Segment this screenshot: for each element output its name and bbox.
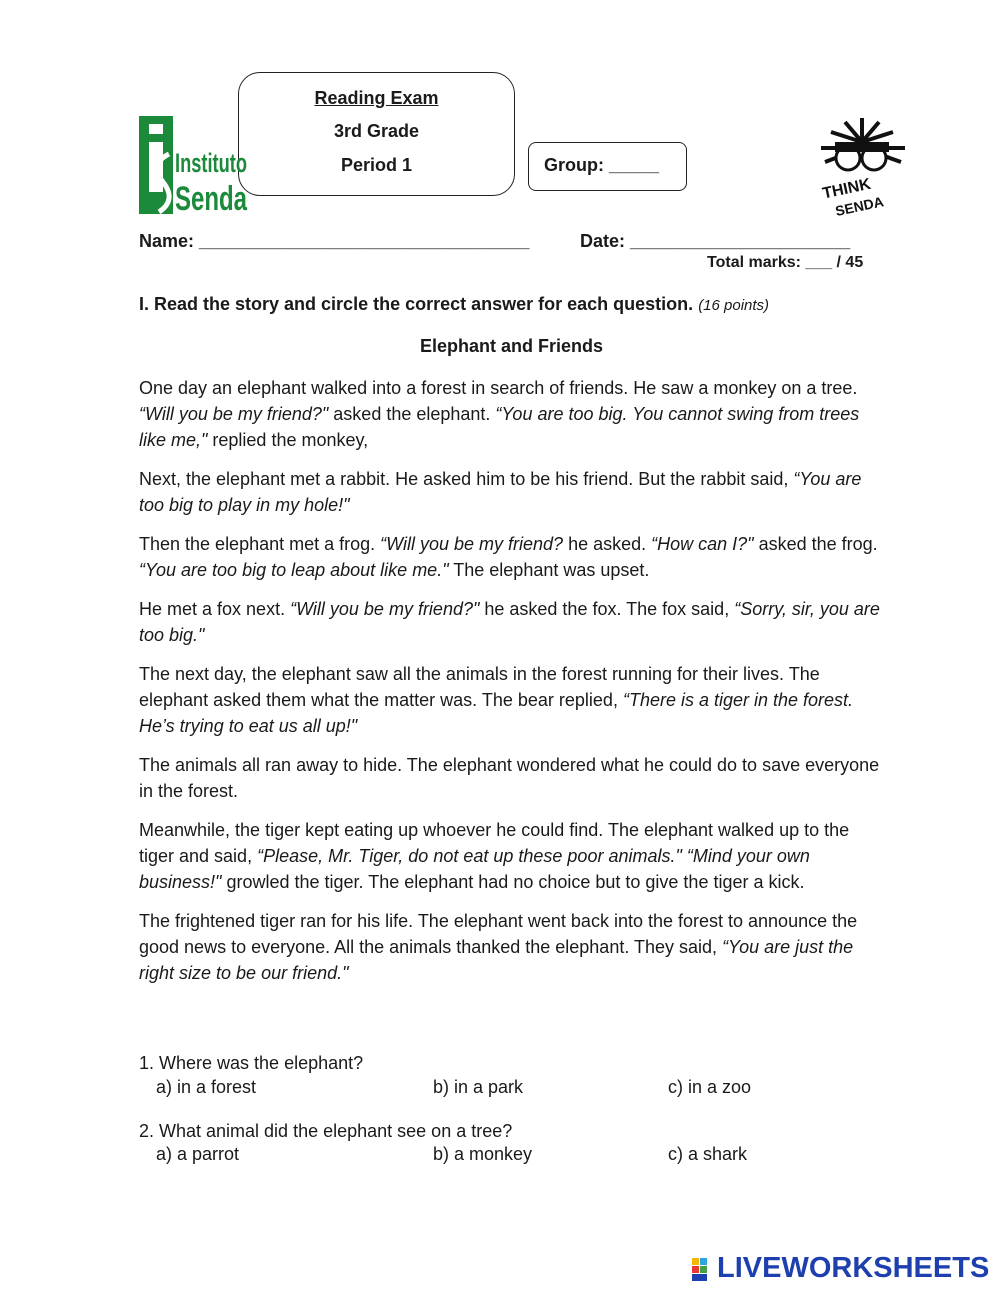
q1-option-a[interactable]: a) in a forest xyxy=(156,1077,257,1097)
logo-text-instituto: Instituto xyxy=(175,148,247,178)
instituto-senda-logo xyxy=(139,114,249,216)
q2-option-c[interactable]: c) a shark xyxy=(668,1144,748,1164)
story-title: Elephant and Friends xyxy=(419,336,604,356)
date-field[interactable]: Date: ______________________ xyxy=(580,231,851,251)
story-paragraph: The animals all ran away to hide. The elephant wondered what he could do to save everyone in the forest. xyxy=(139,755,880,801)
story-paragraph: Then the elephant met a frog. “Will you be my friend? he asked. “How can I?" asked the frog. “You are too big to leap about like me." The elephant was upset. xyxy=(139,534,878,580)
story-paragraph: The next day, the elephant saw all the animals in the forest running for their lives. The elephant asked them what the matter was. The bear replied, “There is a tiger in the forest. He’s trying to eat us all up!" xyxy=(139,664,854,736)
logo-text-senda: Senda xyxy=(175,180,248,218)
think-big-logo xyxy=(815,114,910,220)
question-2: 2. What animal did the elephant see on a tree? xyxy=(139,1121,513,1141)
liveworksheets-watermark: LIVEWORKSHEETS xyxy=(717,1252,990,1284)
svg-text:THINK: THINK xyxy=(820,175,873,203)
points-text: (16 points) xyxy=(698,297,770,314)
period-label: Period 1 xyxy=(340,155,413,175)
group-label: Group: _____ xyxy=(544,155,660,175)
story-paragraph: Next, the elephant met a rabbit. He asked him to be his friend. But the rabbit said, “You are too big to play in my hole!" xyxy=(139,469,862,515)
story-body xyxy=(139,375,889,999)
q1-option-b[interactable]: b) in a park xyxy=(433,1077,524,1097)
q1-option-c[interactable]: c) in a zoo xyxy=(668,1077,752,1097)
liveworksheets-icon xyxy=(692,1258,716,1287)
svg-text:SENDA: SENDA xyxy=(833,193,886,220)
total-marks: Total marks: ___ / 45 xyxy=(707,254,864,271)
story-paragraph: The frightened tiger ran for his life. The elephant went back into the forest to announce the good news to everyone. All the animals thanked the elephant. They said, “You are just the right size to be our friend." xyxy=(139,911,858,983)
q2-option-a[interactable]: a) a parrot xyxy=(156,1144,240,1164)
group-box xyxy=(528,142,687,191)
title-box xyxy=(238,72,515,196)
q2-option-b[interactable]: b) a monkey xyxy=(433,1144,533,1164)
exam-title: Reading Exam xyxy=(314,88,439,108)
name-field[interactable]: Name: _________________________________ xyxy=(139,231,530,251)
question-1: 1. Where was the elephant? xyxy=(139,1053,364,1073)
instruction-text: I. Read the story and circle the correct answer for each question. xyxy=(139,294,694,314)
section-instruction xyxy=(139,294,769,315)
story-paragraph: He met a fox next. “Will you be my friend?" he asked the fox. The fox said, “Sorry, sir, you are too big." xyxy=(139,599,880,645)
story-paragraph: One day an elephant walked into a forest in search of friends. He saw a monkey on a tree. “Will you be my friend?" asked the elephant. “You are too big. You cannot swing from trees like me," replied the monkey, xyxy=(139,378,860,450)
story-paragraph: Meanwhile, the tiger kept eating up whoever he could find. The elephant walked up to the tiger and said, “Please, Mr. Tiger, do not eat up these poor animals." “Mind your own business!" growled the tiger. The elephant had no choice but to give the tiger a kick. xyxy=(139,820,850,892)
grade-label: 3rd Grade xyxy=(333,121,420,141)
